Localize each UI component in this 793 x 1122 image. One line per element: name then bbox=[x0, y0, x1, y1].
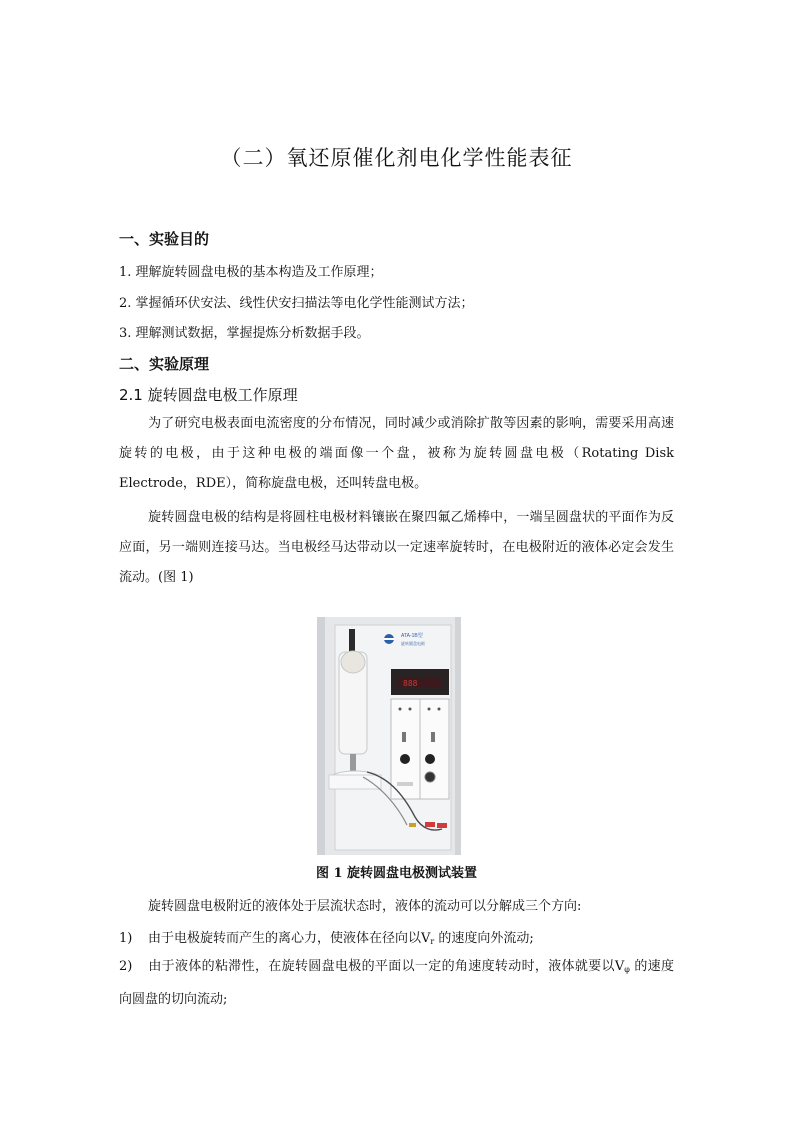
flow-item-2-text-end: 的速度向圆盘的切向流动; bbox=[119, 959, 674, 1007]
paragraph-rde-structure-text: 旋转圆盘电极的结构是将圆柱电极材料镶嵌在聚四氟乙烯棒中，一端呈圆盘状的平面作为反应面，另一端则连接马达。当电极经马达带动以一定速率旋转时，在电极附近的液体必定会发生流动。(图 1) bbox=[119, 510, 674, 585]
document-title: （二）氧还原催化剂电化学性能表征 bbox=[220, 146, 573, 170]
rde-apparatus-photo bbox=[317, 617, 461, 855]
flow-item-2-subscript: φ bbox=[624, 965, 630, 974]
figure-caption: 图 1 旋转圆盘电极测试装置 bbox=[315, 866, 478, 881]
paragraph-rde-intro bbox=[119, 409, 674, 499]
purpose-item-3: 3. 理解测试数据，掌握提炼分析数据手段。 bbox=[119, 326, 370, 341]
flow-item-2-num: 2) bbox=[119, 959, 133, 974]
paragraph-rde-intro-text: 为了研究电极表面电流密度的分布情况，同时减少或消除扩散等因素的影响，需要采用高速旋转的电极，由于这种电极的端面像一个盘，被称为旋转圆盘电极（Rotating Disk Electrode，RDE），简称旋盘电极，还叫转盘电极。 bbox=[119, 416, 674, 491]
svg-text:888: 888 bbox=[403, 679, 418, 688]
flow-item-1 bbox=[119, 927, 674, 946]
flow-item-1-subscript: r bbox=[430, 937, 435, 946]
device-model-label: ATA-1B型 bbox=[401, 633, 423, 639]
flow-item-1-num: 1) bbox=[119, 931, 133, 946]
flow-item-1-text-end: 的速度向外流动; bbox=[434, 931, 534, 946]
flow-item-1-text: 由于电极旋转而产生的离心力，使液体在径向以V bbox=[148, 931, 431, 946]
purpose-item-2: 2. 掌握循环伏安法、线性伏安扫描法等电化学性能测试方法； bbox=[119, 296, 474, 311]
flow-intro: 旋转圆盘电极附近的液体处于层流状态时，液体的流动可以分解成三个方向: bbox=[148, 899, 582, 914]
device-name-label: 旋转圆盘电极 bbox=[401, 641, 425, 646]
purpose-item-1: 1. 理解旋转圆盘电极的基本构造及工作原理； bbox=[119, 265, 383, 280]
section-heading-purpose: 一、实验目的 bbox=[119, 230, 210, 248]
flow-item-2-text: 由于液体的粘滞性，在旋转圆盘电极的平面以一定的角速度转动时，液体就要以V bbox=[148, 959, 625, 974]
subsection-heading-rde: 2.1 旋转圆盘电极工作原理 bbox=[119, 386, 298, 404]
paragraph-rde-structure bbox=[119, 503, 674, 593]
flow-item-2 bbox=[119, 952, 674, 1015]
section-heading-principle: 二、实验原理 bbox=[119, 355, 210, 373]
